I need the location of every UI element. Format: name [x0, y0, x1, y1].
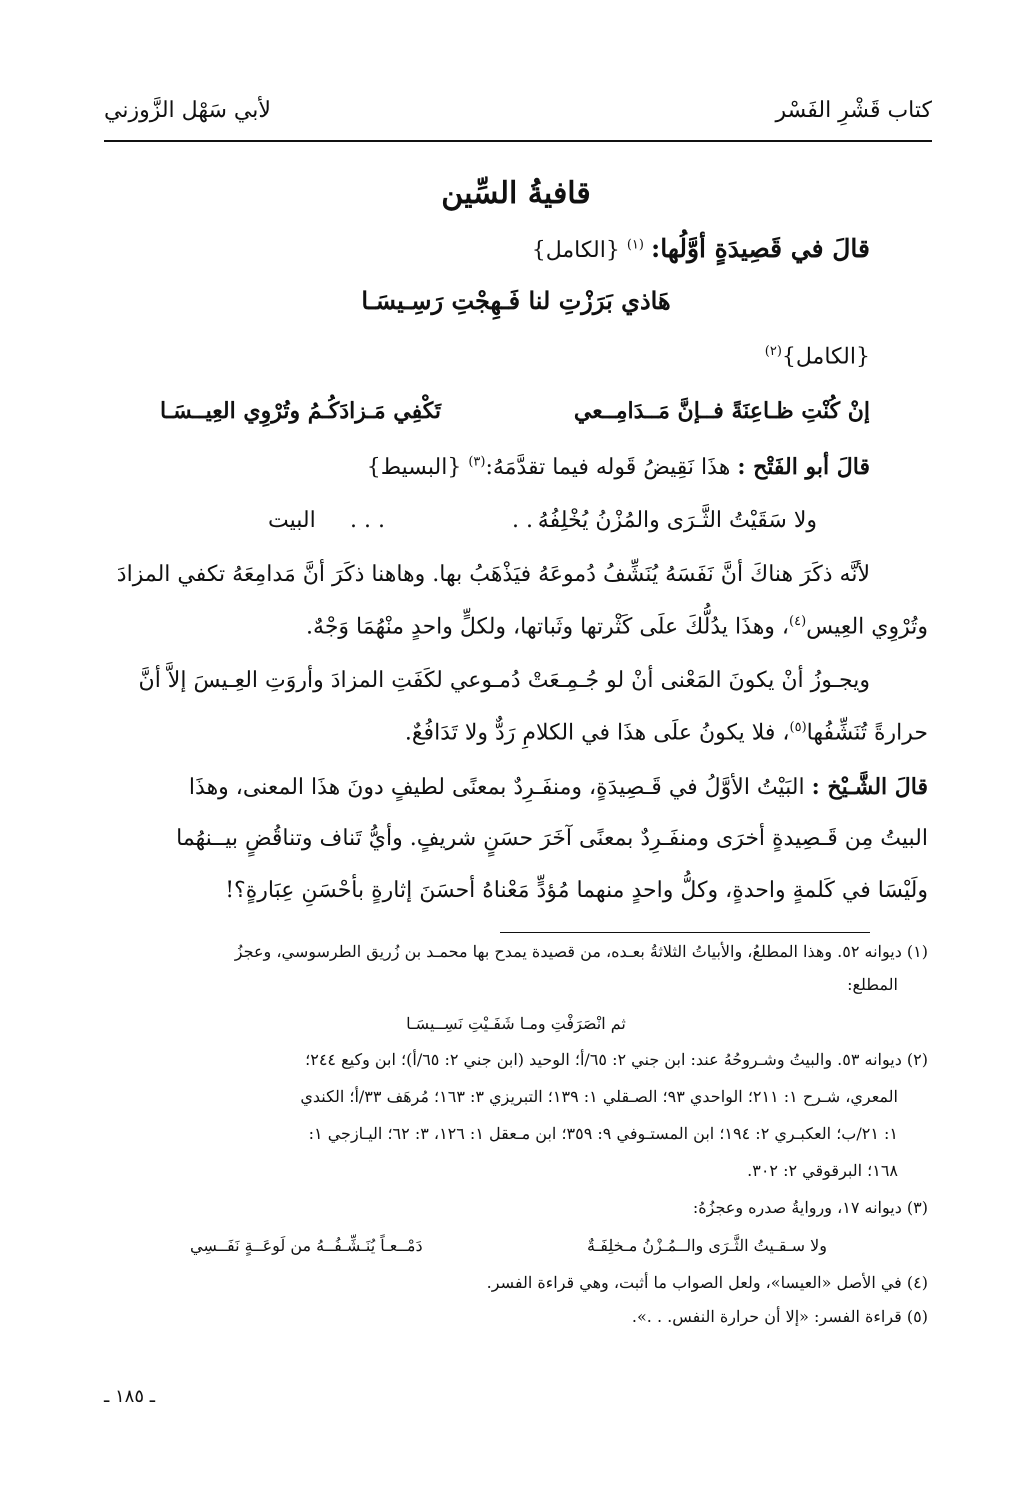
footnote-3-line-1: (٣) ديوانه ١٧، وروايةُ صدره وعجزُهُ: [692, 1198, 928, 1217]
para-2-line-1: ويجـوزُ أنْ يكونَ المَعْنى أنْ لو جُـمِـعَتْ دُمـوعي لكَفَتِ المزادَ وأروَتِ العِـيسَ إلاَّ أنَّ [138, 668, 870, 693]
footnote-5: (٥) قراءة الفسر: «إلا أن حرارة النفس. . .». [631, 1307, 928, 1326]
header-rule [104, 140, 932, 142]
para-3-bold: قالَ الشَّـيْخ : [811, 774, 928, 800]
page-number: ـ ١٨٥ ـ [104, 1386, 156, 1407]
para-2-line-2a: حرارةً تُنَشِّفُها [806, 720, 928, 746]
para-3-line-1 [189, 774, 928, 800]
footnote-2-line-4: ١٦٨؛ البرقوقي ٢: ٣٠٢. [747, 1161, 898, 1180]
footnote-ref-3: (٣) [468, 454, 486, 470]
header-author: لأبي سَهْل الزَّوزني [104, 98, 271, 123]
verse-3-dots-1: . . . [512, 508, 547, 533]
footnote-3-verse-h1: ولا سـقـيتُ الثَّـرَى والــمُـزْنُ مـخلِفَـةٌ [587, 1236, 827, 1255]
meter-label-3: {البسيط} [366, 455, 462, 480]
intro-3-text: هذَا نَقِيضُ قَوله فيما تقدَّمَهُ: [485, 455, 731, 480]
meter-line-2 [765, 344, 870, 369]
meter-label-2: {الكامل} [781, 344, 870, 370]
verse-3-end: البيت [268, 508, 316, 533]
footnote-1-verse: ثم انْصَرَفْتِ ومـا شَفَـيْتِ نَسِــيسَـا [406, 1014, 626, 1033]
footnote-1-line-1: (١) ديوانه ٥٢. وهذا المطلعُ، والأبياتُ الثلاثةُ بعـده، من قصيدة يمدح بها محمـد بن زُريق الطرسوسي، وعجزُ [234, 942, 928, 961]
para-3-line-2: البيتُ مِن قَـصِيدةٍ أخرَى ومنفَـرِدٌ بمعنًى آخَرَ حسَنٍ شريفٍ. وأيُّ تَناف وتناقُضٍ بيــنهُما [176, 826, 928, 851]
footnote-ref-2: (٢) [764, 344, 782, 359]
footnote-2-line-3: ١: ٢١/ب؛ العكبـري ٢: ١٩٤؛ ابن المستـوفي ٩: ٣٥٩؛ ابن مـعقل ١: ١٢٦، ٣: ٦٢؛ اليـازجي ١: [308, 1124, 898, 1143]
footnote-3-verse-h2: دَمْــعـاً يُنَـشِّـفُــهُ من لَوعَــةٍ نَفَــسِي [190, 1236, 423, 1255]
running-header [104, 98, 932, 134]
footnote-ref-5: (٥) [789, 720, 807, 735]
footnote-4: (٤) في الأصل «العيسا»، ولعل الصواب ما أثبت، وهي قراءة الفسر. [486, 1273, 928, 1292]
para-2-line-2 [405, 720, 928, 745]
meter-label-1: {الكامل} [531, 238, 620, 263]
verse-2-hemistich-1: إنْ كُنْتِ ظـاعِنَةً فــإنَّ مَــدَامِــعي [573, 398, 870, 424]
verse-3-dots-2: . . . [350, 508, 385, 533]
para-1-line-2b: ، وهذَا يدُلُّكَ علَى كَثْرتها وثَباتها، ولكلٍّ واحدٍ منْهُمَا وَجْهٌ. [306, 614, 790, 640]
para-1-line-2a: وتُرْوِي العِيس [806, 614, 928, 640]
header-book-title: كتاب قَشْرِ الفَسْر [775, 98, 932, 123]
intro-1-bold: قالَ في قَصِيدَةٍ أوَّلُها: [650, 234, 870, 263]
para-3-line-1-text: البَيْتُ الأوَّلُ في قَـصِيدَةٍ، ومنفَـرِدٌ بمعنًى لطيفٍ دونَ هذَا المعنى، وهذَا [188, 775, 805, 800]
footnote-rule [500, 932, 870, 933]
footnote-ref-4: (٤) [789, 614, 807, 629]
footnote-1-line-2: المطلع: [847, 975, 898, 994]
section-title: قافيةُ السِّين [441, 176, 591, 211]
verse-2-hemistich-2: تَكْفِي مَـزادَكُـمُ وتُرْوِي العِيــسَـا [160, 398, 442, 424]
para-1-line-1: لأنَّه ذكَرَ هناكَ أنَّ نَفَسَهُ يُنَشِّفُ دُموعَهُ فيَذْهَبُ بها. وهاهنا ذكَرَ أنَّ مَدامِعَهُ تكفي المزادَ [116, 562, 870, 587]
intro-line-3 [367, 454, 870, 480]
footnote-2-line-1: (٢) ديوانه ٥٣. والبيتُ وشـروحُهُ عند: ابن جني ٢: ٦٥/أ؛ الوحيد (ابن جني ٢: ٦٥/أ)؛ ابن وكيع ٢٤٤؛ [305, 1050, 928, 1069]
para-3-line-3: ولَيْسَا في كَلمةٍ واحدةٍ، وكلُّ واحدٍ منهما مُؤدٍّ مَعْناهُ أحسَنَ إثارةٍ بأحْسَنِ عِبَارةٍ؟! [225, 878, 928, 903]
para-1-line-2 [306, 614, 928, 639]
verse-1: هَاذي بَرَزْتِ لنا فَـهِجْتِ رَسِـيسَـا [361, 286, 671, 315]
footnote-ref-1: (١) [626, 237, 644, 253]
para-2-line-2b: ، فلا يكونُ علَى هذَا في الكلامِ رَدٌّ ولا تَدَافُعٌ. [404, 720, 790, 746]
intro-line-1 [532, 234, 870, 263]
verse-3: ولا سَقَيْتُ الثَّـرَى والمُزْنُ يُخْلِفُهُ [537, 508, 817, 533]
footnote-2-line-2: المعري، شـرح ١: ٢١١؛ الواحدي ٩٣؛ الصـقلي ١: ١٣٩؛ التبريزي ٣: ١٦٣؛ مُرهَف ٣٣/أ؛ الكندي [300, 1087, 898, 1106]
intro-3-bold: قالَ أبو الفَتْح : [737, 454, 870, 480]
